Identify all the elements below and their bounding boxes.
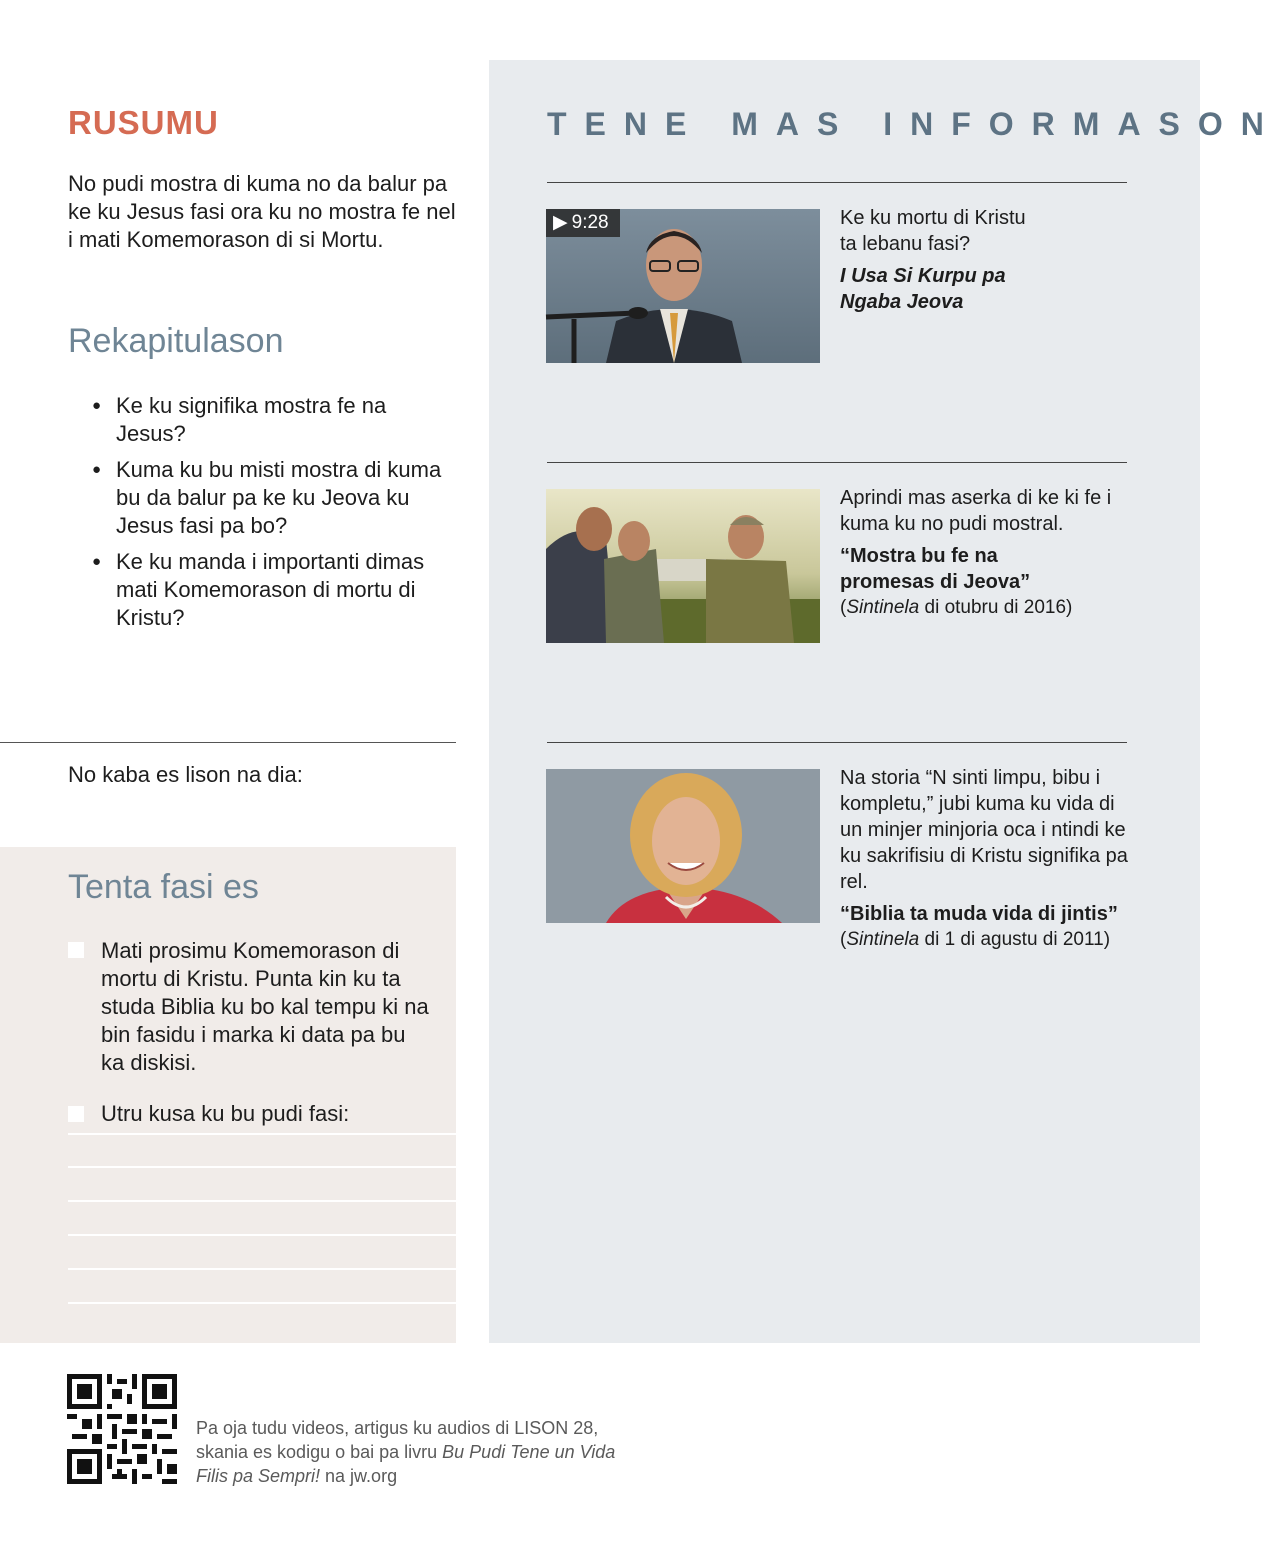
- writing-line[interactable]: [68, 1200, 456, 1202]
- checkbox[interactable]: [68, 942, 84, 958]
- video-duration-badge: [546, 209, 620, 237]
- footer-text: Pa oja tudu videos, artigus ku audios di LISON 28, skania es kodigu o bai pa livru Bu Pudi Tene un Vida Filis pa Sempri! na jw.org: [196, 1418, 616, 1486]
- entry-description: Na storia “N sinti limpu, bibu i kompletu,” jubi kuma ku vida di un minjer minjoria oca i ntindi ke ku sakrifisiu di Kristu signifika pa rel.: [840, 767, 1128, 893]
- entry-description: Aprindi mas aserka di ke ki fe i kuma ku no pudi mostral.: [840, 487, 1112, 535]
- review-title: Rekapitulason: [68, 322, 284, 360]
- publication-name: Sintinela: [846, 597, 920, 618]
- qr-code-icon[interactable]: [67, 1374, 177, 1484]
- article-title-link[interactable]: “Mostra bu fe na promesas di Jeova”: [840, 545, 1031, 593]
- writing-line[interactable]: [68, 1268, 456, 1270]
- book-title: Bu Pudi Tene un Vida Filis pa Sempri!: [196, 1442, 616, 1486]
- article-citation: (Sintinela di 1 di agustu di 2011): [840, 929, 1111, 950]
- biblical-scene-image: [546, 489, 820, 643]
- writing-line[interactable]: [68, 1133, 456, 1135]
- try-item-text: Utru kusa ku bu pudi fasi:: [101, 1101, 350, 1126]
- review-list: [92, 392, 452, 640]
- writing-line[interactable]: [68, 1234, 456, 1236]
- woman-portrait: [546, 769, 820, 923]
- finished-date-label: No kaba es lison na dia:: [68, 762, 303, 787]
- review-item: ● Ke ku manda i importanti dimas mati Komemorason di mortu di Kristu?: [92, 548, 452, 632]
- writing-line[interactable]: [68, 1166, 456, 1168]
- entry-text: [840, 485, 1130, 627]
- entry-text: [840, 205, 1130, 321]
- review-item: ● Ke ku signifika mostra fe na Jesus?: [92, 392, 452, 448]
- publication-name: Sintinela: [846, 929, 920, 950]
- video-duration: 9:28: [571, 212, 609, 233]
- review-item: ● Kuma ku bu misti mostra di kuma bu da balur pa ke ku Jeova ku Jesus fasi pa bo?: [92, 456, 452, 540]
- article-title-link[interactable]: “Biblia ta muda vida di jintis”: [840, 903, 1118, 925]
- more-info-title: TENE MAS INFORMASON: [547, 106, 1282, 142]
- entry-text: [840, 765, 1130, 959]
- video-thumbnail[interactable]: [546, 209, 820, 363]
- checkbox[interactable]: [68, 1106, 84, 1122]
- divider: [547, 462, 1127, 463]
- summary-title: RUSUMU: [68, 104, 219, 141]
- divider: [547, 182, 1127, 183]
- story-thumbnail[interactable]: [546, 769, 820, 923]
- try-item-text: Mati prosimu Komemorason di mortu di Kristu. Punta kin ku ta studa Biblia ku bo kal tempu ki na bin fasidu i marka ki data pa bu ka diskisi.: [101, 938, 429, 1075]
- divider: [0, 742, 456, 743]
- article-thumbnail[interactable]: [546, 489, 820, 643]
- play-icon: ▶: [553, 212, 568, 233]
- video-title-link[interactable]: I Usa Si Kurpu pa Ngaba Jeova: [840, 265, 1006, 313]
- writing-line[interactable]: [68, 1302, 456, 1304]
- article-citation: (Sintinela di otubru di 2016): [840, 597, 1073, 618]
- try-title: Tenta fasi es: [68, 868, 259, 906]
- entry-description: Ke ku mortu di Kristu ta lebanu fasi?: [840, 207, 1026, 255]
- divider: [547, 742, 1127, 743]
- summary-text: No pudi mostra di kuma no da balur pa ke ku Jesus fasi ora ku no mostra fe nel i mati Komemorason di si Mortu.: [68, 171, 456, 252]
